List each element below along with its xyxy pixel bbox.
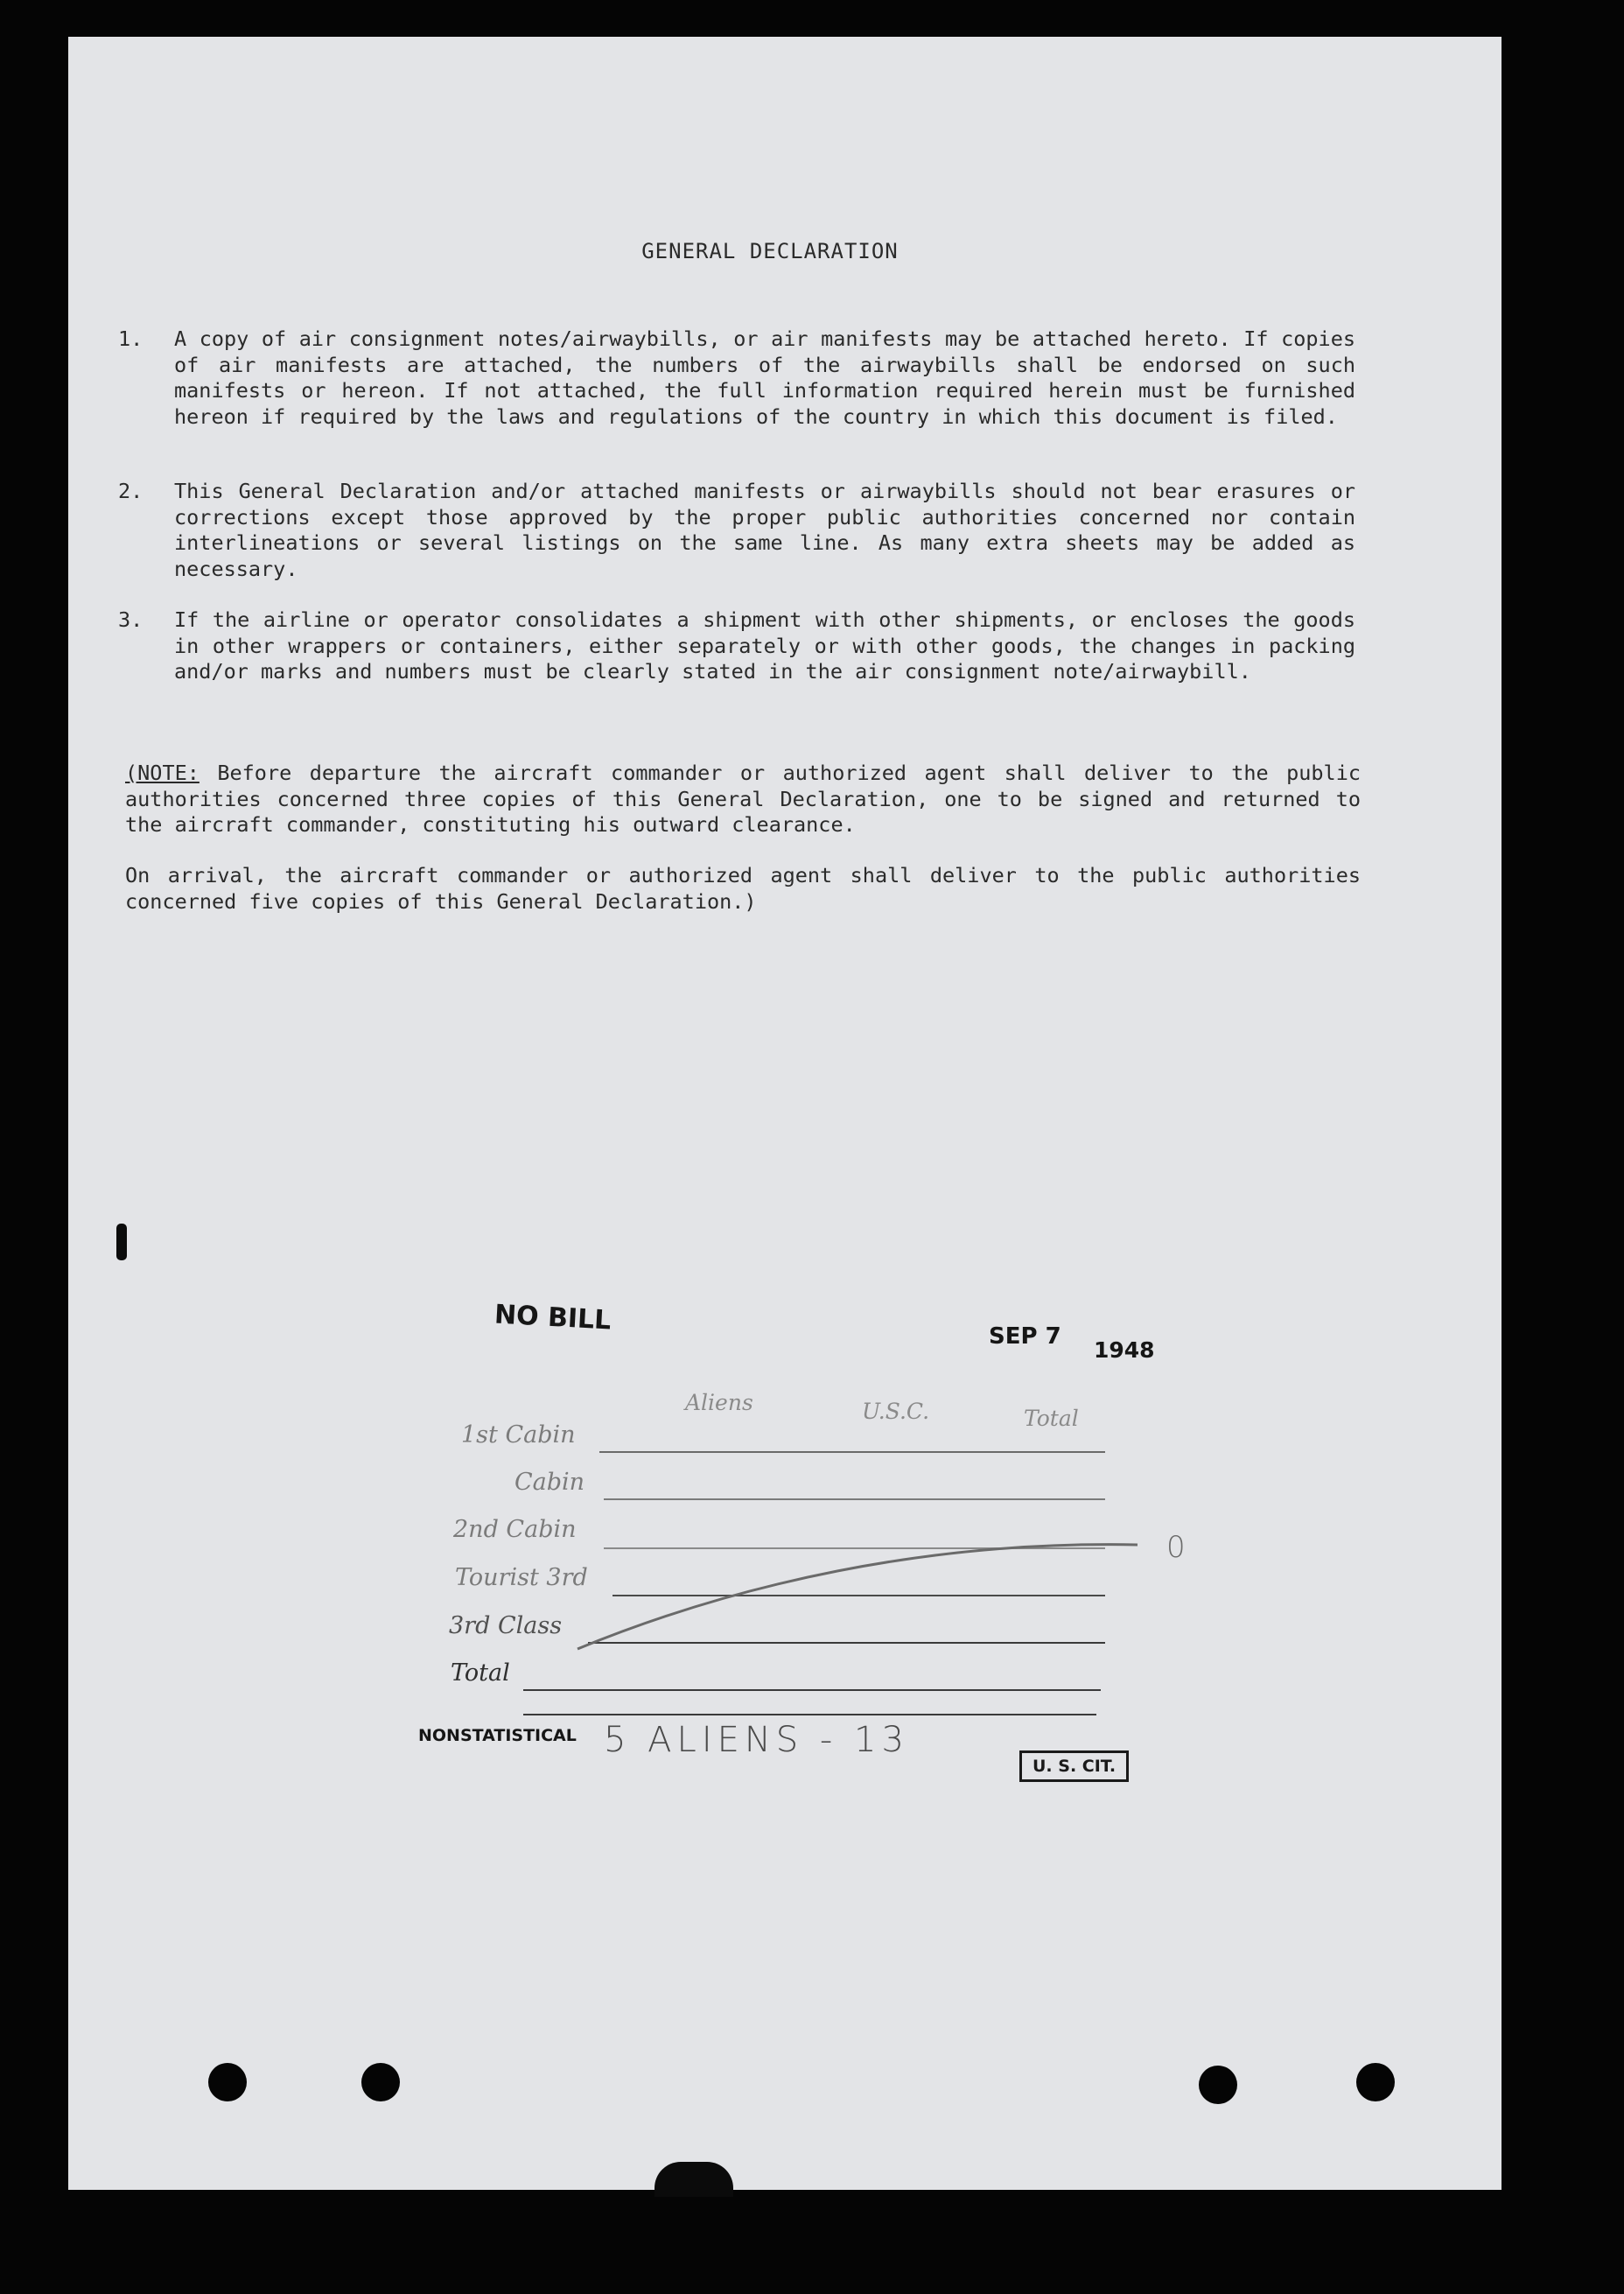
year-stamp: 1948: [1094, 1337, 1155, 1363]
punch-hole: [1356, 2063, 1395, 2101]
table-rule: [523, 1689, 1101, 1691]
no-bill-stamp: NO BILL: [494, 1299, 612, 1336]
handwritten-count: 5 ALIENS - 13: [604, 1720, 909, 1760]
strike-line: [560, 1523, 1260, 1663]
item-number: 1.: [118, 326, 144, 351]
item-text: A copy of air consignment notes/airwaybills, or air manifests may be attached hereto. If copies of air manifests are attached, the numbers of the airwaybills shall be endorsed on such manifests or hereon. If not attached, the full information required herein must be furnished hereon if required by the laws and regulations of the country in which this document is filed.: [174, 326, 1355, 429]
table-rule: [523, 1714, 1096, 1715]
punch-hole: [1199, 2066, 1237, 2104]
table-rule: [604, 1498, 1105, 1500]
row-first-cabin: 1st Cabin: [461, 1421, 576, 1449]
punch-hole: [208, 2063, 247, 2101]
punch-hole: [361, 2063, 400, 2101]
note-text: Before departure the aircraft commander or authorized agent shall deliver to the public authorities concerned three copies of this General Declaration, one to be signed and returned to the aircraft commander, constituting his outward clearance.: [125, 761, 1361, 837]
nonstatistical-stamp: NONSTATISTICAL: [418, 1726, 577, 1745]
row-tourist-third: Tourist 3rd: [455, 1564, 588, 1591]
item-number: 2.: [118, 479, 144, 503]
item-text: If the airline or operator consolidates a shipment with other shipments, or encloses the goods in other wrappers or containers, either separately or with other goods, the changes in packing and/or marks and numbers must be clearly stated in the air consignment note/airwaybill.: [174, 607, 1355, 684]
note-arrival: On arrival, the aircraft commander or authorized agent shall deliver to the public authorities concerned five copies of this General Declaration.): [125, 863, 1361, 914]
column-total: Total: [1024, 1406, 1079, 1431]
table-rule: [599, 1451, 1105, 1453]
row-total: Total: [451, 1659, 510, 1687]
document-title: GENERAL DECLARATION: [641, 239, 899, 263]
handwritten-zero: 0: [1166, 1530, 1191, 1565]
item-number: 3.: [118, 607, 144, 632]
row-third-class: 3rd Class: [449, 1612, 563, 1639]
date-stamp: SEP 7: [989, 1323, 1061, 1350]
column-aliens: Aliens: [685, 1390, 753, 1415]
column-usc: U.S.C.: [862, 1399, 930, 1424]
ink-blot: [116, 1224, 127, 1260]
tear-mark: [654, 2162, 733, 2197]
note-lead: (NOTE:: [125, 761, 200, 785]
item-text: This General Declaration and/or attached manifests or airwaybills should not bear erasures or corrections except those approved by the proper public authorities concerned nor contain interlineations or several listings on the same line. As many extra sheets may be added as necessary.: [174, 479, 1355, 581]
note-departure: [125, 761, 1361, 838]
row-cabin: Cabin: [514, 1469, 585, 1496]
row-second-cabin: 2nd Cabin: [453, 1516, 577, 1543]
us-cit-box: U. S. CIT.: [1019, 1750, 1129, 1782]
